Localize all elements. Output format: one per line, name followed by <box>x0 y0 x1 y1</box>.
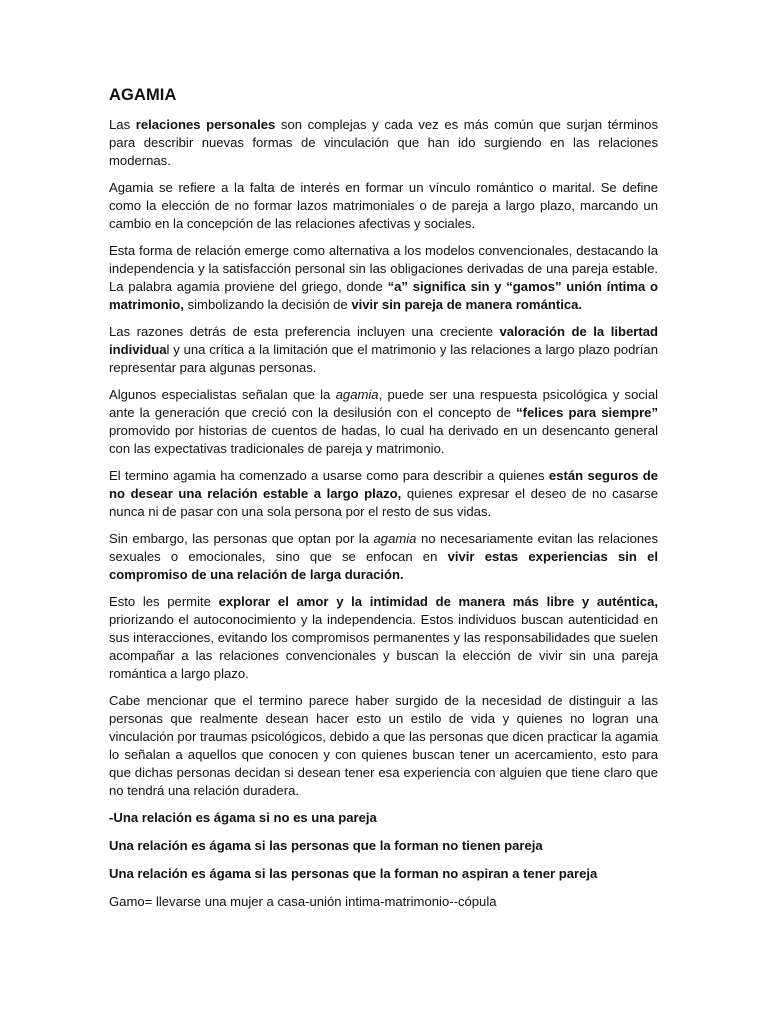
bold-run: explorar el amor y la intimidad de manera más libre y auténtica, <box>218 594 658 609</box>
text-run: Las razones detrás de esta preferencia incluyen una creciente <box>109 324 500 339</box>
italic-run: agamia <box>373 531 417 546</box>
text-run: priorizando el autoconocimiento y la independencia. Estos individuos buscan autenticidad en sus interacciones, evitando los compromisos permanentes y las responsabilidades que suelen acompañar a las relaciones convencionales y buscan la elección de vivir sin una pareja romántica a largo plazo. <box>109 612 658 681</box>
bold-run: -Una relación es ágama si no es una pareja <box>109 810 377 825</box>
bold-run: vivir estas experiencias sin el compromiso de una relación de larga duración. <box>109 549 658 582</box>
bold-run: “felices para siempre” <box>516 405 659 420</box>
paragraph-definition: Agamia se refiere a la falta de interés en formar un vínculo romántico o marital. Se define como la elección de no formar lazos matrimoniales o de pareja a largo plazo, marcando un cambio en la concepción de las relaciones afectivas y sociales. <box>109 180 658 231</box>
document-title: AGAMIA <box>109 86 177 104</box>
bold-run: vivir sin pareja de manera romántica. <box>351 297 583 312</box>
text-run: Esto les permite <box>109 594 219 609</box>
text-run: Esta forma de relación emerge como alternativa a los modelos convencionales, destacando la independencia y la satisfacción personal sin las obligaciones derivadas de una pareja estable. La palabra agamia proviene del griego, donde <box>109 243 658 294</box>
paragraph-however <box>109 530 658 584</box>
bold-run: están seguros de no desear una relación estable a largo plazo, <box>109 468 658 501</box>
text-run: Las <box>109 117 136 132</box>
italic-run: agamia <box>335 387 379 402</box>
paragraph-exploration <box>109 593 658 683</box>
text-run: promovido por historias de cuentos de hadas, lo cual ha derivado en un desencanto general con las expectativas tradicionales de pareja y matrimonio. <box>109 423 658 456</box>
text-run: El termino agamia ha comenzado a usarse como para describir a quienes <box>109 468 549 483</box>
list-item <box>109 837 658 855</box>
bold-run: valoración de la libertad individua <box>109 324 658 357</box>
text-run: , puede ser una respuesta psicológica y social ante la generación que creció con la desilusión con el concepto de <box>109 387 659 420</box>
text-run: simbolizando la decisión de <box>183 297 352 312</box>
footer-line: Gamo= llevarse una mujer a casa-unión intima-matrimonio--cópula <box>109 894 497 909</box>
text-run: son complejas y cada vez es más común que surjan términos para describir nuevas formas de vinculación que han ido surgiendo en las relaciones modernas. <box>109 117 659 168</box>
paragraph-mention: Cabe mencionar que el termino parece haber surgido de la necesidad de distinguir a las personas que realmente desean hacer esto un estilo de vida y quienes no logran una vinculación por traumas psicológicos, debido a que las personas que dicen practicar la agamia lo señalan a aquellos que conocen y con quienes buscan tener un acercamiento, esto para que dichas personas decidan si desean tener esa experiencia con alguien que tiene claro que no tendrá una relación duradera. <box>109 693 658 798</box>
text-run: quienes expresar el deseo de no casarse nunca ni de pasar con una sola persona por el resto de sus vidas. <box>109 486 658 519</box>
text-run: no necesariamente evitan las relaciones sexuales o emocionales, sino que se enfocan en <box>109 531 658 564</box>
bold-run: relaciones personales <box>135 117 276 132</box>
document-body <box>109 86 658 921</box>
paragraph-specialists <box>109 386 658 458</box>
paragraph-term-usage <box>109 467 658 521</box>
paragraph-intro <box>109 116 658 170</box>
paragraph-reasons <box>109 323 658 377</box>
paragraph-etymology <box>109 242 658 314</box>
text-run: Sin embargo, las personas que optan por la <box>109 531 374 546</box>
list-item <box>109 809 658 827</box>
text-run: l y una crítica a la limitación que el matrimonio y las relaciones a largo plazo podrían representar para algunas personas. <box>109 342 658 375</box>
bold-run: Una relación es ágama si las personas que la forman no tienen pareja <box>109 838 543 853</box>
text-run: Algunos especialistas señalan que la <box>109 387 336 402</box>
bold-run: “a” significa sin y “gamos” unión íntima o matrimonio, <box>109 279 658 312</box>
list-item <box>109 865 658 883</box>
bold-run: Una relación es ágama si las personas que la forman no aspiran a tener pareja <box>109 866 598 881</box>
